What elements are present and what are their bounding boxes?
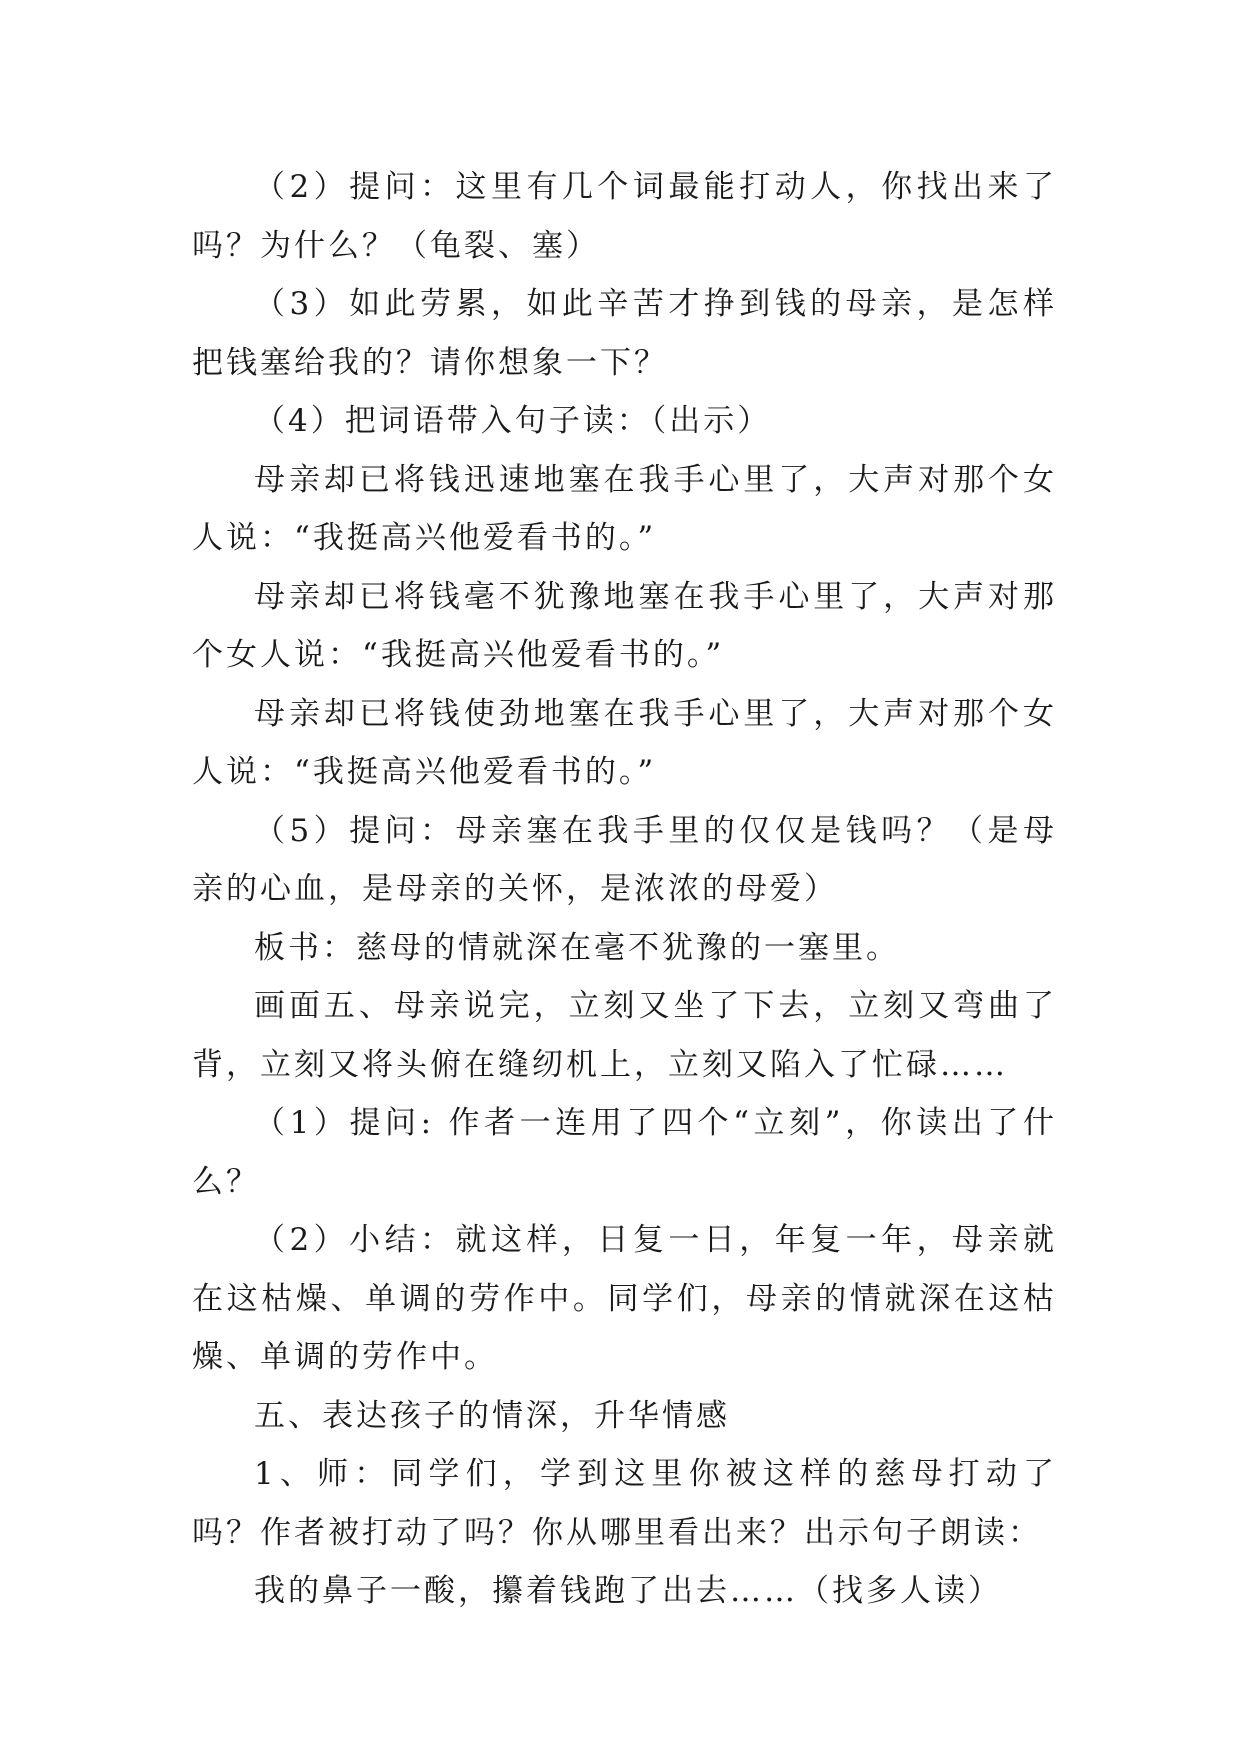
- paragraph: （1）提问: 作者一连用了四个“立刻”，你读出了什么？: [192, 1105, 1057, 1200]
- paragraph: 我的鼻子一酸，攥着钱跑了出去……（找多人读）: [254, 1573, 1002, 1609]
- paragraph: 母亲却已将钱毫不犹豫地塞在我手心里了，大声对那个女人说：“我挺高兴他爱看书的。”: [192, 578, 1057, 673]
- paragraph: （3）如此劳累，如此辛苦才挣到钱的母亲，是怎样把钱塞给我的？请你想象一下？: [192, 286, 1057, 381]
- paragraph: 母亲却已将钱使劲地塞在我手心里了，大声对那个女人说：“我挺高兴他爱看书的。”: [192, 695, 1057, 790]
- paragraph: （2）提问：这里有几个词最能打动人，你找出来了吗？为什么？（龟裂、塞）: [192, 169, 1057, 264]
- paragraph: （4）把词语带入句子读：（出示）: [254, 403, 772, 439]
- paragraph: 画面五、母亲说完，立刻又坐了下去，立刻又弯曲了背，立刻又将头俯在缝纫机上，立刻又陷入了忙碌……: [192, 988, 1057, 1083]
- paragraph: 母亲却已将钱迅速地塞在我手心里了，大声对那个女人说：“我挺高兴他爱看书的。”: [192, 461, 1057, 556]
- paragraph: 板书：慈母的情就深在毫不犹豫的一塞里。: [254, 929, 900, 966]
- document-body: [192, 158, 1057, 1621]
- paragraph: （5）提问：母亲塞在我手里的仅仅是钱吗？（是母亲的心血，是母亲的关怀，是浓浓的母爱）: [192, 812, 1057, 907]
- paragraph: 1、师：同学们，学到这里你被这样的慈母打动了吗？作者被打动了吗？你从哪里看出来？出示句子朗读：: [192, 1456, 1057, 1551]
- paragraph: （2）小结：就这样，日复一日，年复一年，母亲就在这枯燥、单调的劳作中。同学们，母亲的情就深在这枯燥、单调的劳作中。: [192, 1222, 1057, 1375]
- paragraph: 五、表达孩子的情深，升华情感: [254, 1397, 730, 1434]
